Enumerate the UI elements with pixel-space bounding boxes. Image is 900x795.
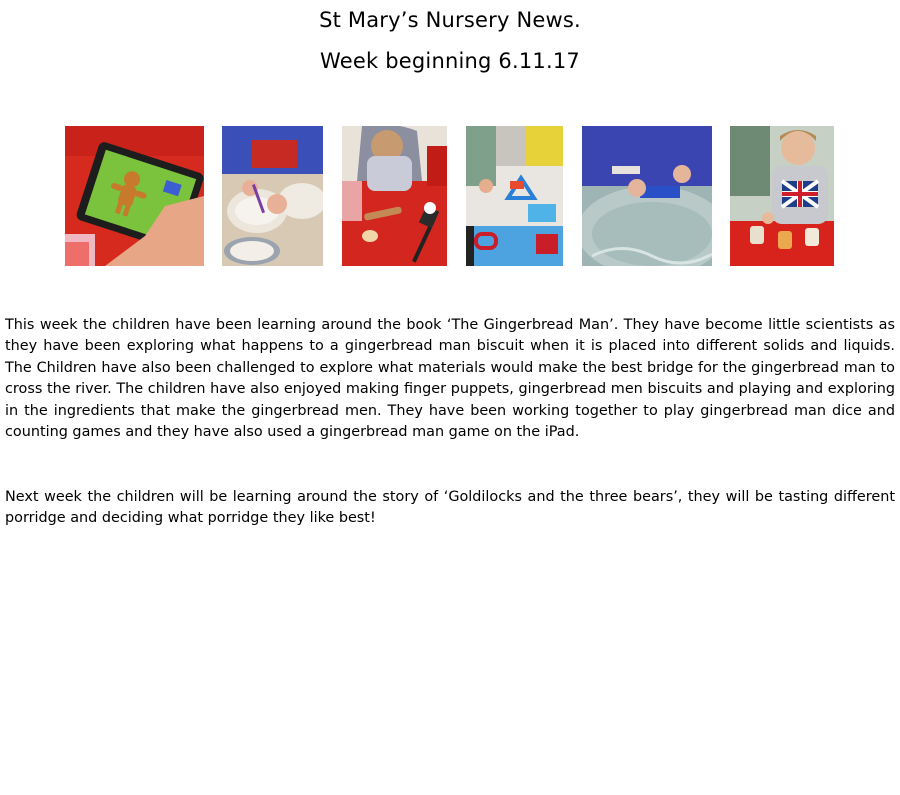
paragraph-next-week: Next week the children will be learning around the story of ‘Goldilocks and the three bears’, they will be tasting different porridge and deciding what porridge they like best! bbox=[5, 489, 895, 527]
photo-cookie-cutters bbox=[466, 126, 563, 266]
page-title: St Mary’s Nursery News. bbox=[319, 8, 581, 32]
photo-rolling-dough bbox=[342, 126, 447, 266]
photo-tablet-game bbox=[65, 126, 204, 266]
page-subtitle: Week beginning 6.11.17 bbox=[320, 49, 580, 73]
photo-flour-mixing bbox=[222, 126, 323, 266]
photo-water-tray bbox=[582, 126, 712, 266]
photo-boy-experiment bbox=[730, 126, 834, 266]
paragraph-this-week: This week the children have been learning around the book ‘The Gingerbread Man’. They have become little scientists as they have been exploring what happens to a gingerbread man biscuit when it is placed into different solids and liquids. The Children have also been challenged to explore what materials would make the best bridge for the gingerbread man to cross the river. The children have also enjoyed making finger puppets, gingerbread men biscuits and playing and exploring in the ingredients that make the gingerbread men. They have been working together to play gingerbread man dice and counting games and they have also used a gingerbread man game on the iPad. bbox=[5, 317, 895, 441]
